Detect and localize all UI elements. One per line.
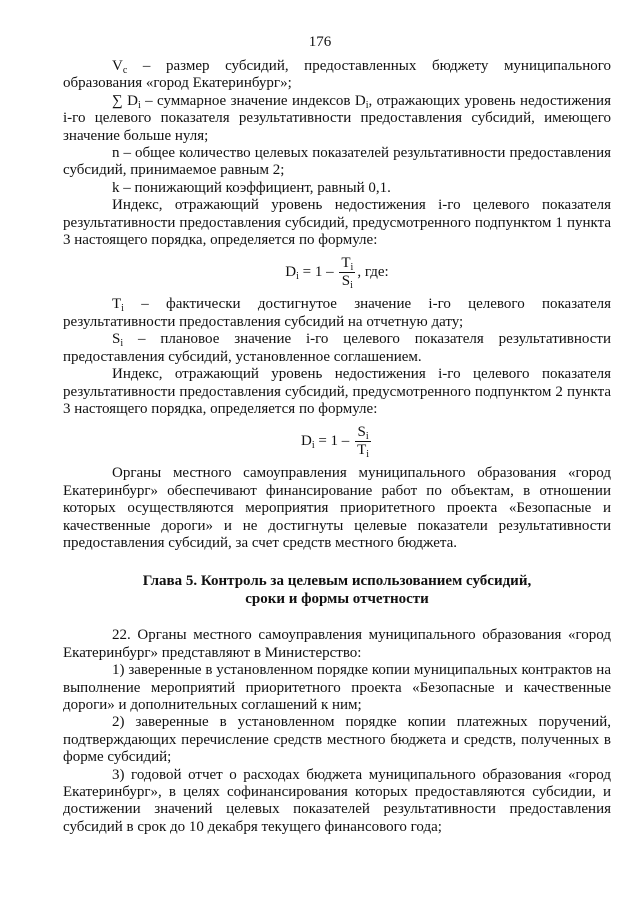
page-number: 176 <box>308 34 332 50</box>
clause-22: 22. Органы местного самоуправления муниципального образования «город Екатеринбург» представляют в Министерство: <box>63 627 611 661</box>
definition-sum-di: ∑ $D_i$ – суммарное значение индексов $D_i$, отражающих уровень недостижения i-го целевого показателя результативности предоставления субсидий, имеющего значение больше нуля; <box>63 92 611 144</box>
fraction: $\frac{S_i}{T_i}$ <box>357 424 370 461</box>
document-body <box>63 58 611 836</box>
definition-k: k – понижающий коэффициент, равный 0,1. <box>112 179 391 196</box>
clause-item-3: 3) годовой отчет о расходах бюджета муниципального образования «город Екатеринбург», в целях софинансирования которых предоставляются субсидии, и достижении значений целевых показателей результативности предоставления субсидий в срок до 10 декабря текущего финансового года; <box>63 766 611 835</box>
formula-2: $D_i = 1$ – $\frac{S_i}{T_i}$ <box>300 424 370 461</box>
definition-ti: $T_i$ – фактически достигнутое значение i-го целевого показателя результативности предоставления субсидий на отчетную дату; <box>63 296 611 330</box>
chapter-heading: Глава 5. Контроль за целевым использованием субсидий, сроки и формы отчетности <box>142 573 532 608</box>
definition-n: n – общее количество целевых показателей результативности предоставления субсидий, принимаемое равным 2; <box>63 145 611 179</box>
definition-vc: $V_c$ – размер субсидий, предоставленных бюджету муниципального образования «город Екатеринбург»; <box>63 58 611 92</box>
organs-paragraph: Органы местного самоуправления муниципального образования «город Екатеринбург» обеспечивают финансирование работ по объектам, в отношении которых осуществляются мероприятия приоритетного проекта «Безопасные и качественные дороги» и не достигнуты целевые показатели результативности предоставления субсидий, за счет средств местного бюджета. <box>63 465 611 551</box>
fraction: $\frac{T_i}{S_i}$ <box>341 255 354 292</box>
definition-si: $S_i$ – плановое значение i-го целевого показателя результативности предоставления субсидий, установленное соглашением. <box>63 331 611 365</box>
index-paragraph-2: Индекс, отражающий уровень недостижения i-го целевого показателя результативности предоставления субсидий, предусмотренного подпунктом 2 пункта 3 настоящего порядка, определяется по формуле: <box>63 366 611 417</box>
clause-item-1: 1) заверенные в установленном порядке копии муниципальных контрактов на выполнение мероприятий приоритетного проекта «Безопасные и качественные дороги» и дополнительных соглашений к ним; <box>63 662 611 713</box>
index-paragraph-1: Индекс, отражающий уровень недостижения i-го целевого показателя результативности предоставления субсидий, предусмотренного подпунктом 1 пункта 3 настоящего порядка, определяется по формуле: <box>63 197 611 249</box>
formula-1: $D_i = 1$ – $\frac{T_i}{S_i}$ , где: <box>285 255 389 292</box>
clause-item-2: 2) заверенные в установленном порядке копии платежных поручений, подтверждающих перечисление средств местного бюджета и средств, полученных в форме субсидий; <box>63 714 611 766</box>
